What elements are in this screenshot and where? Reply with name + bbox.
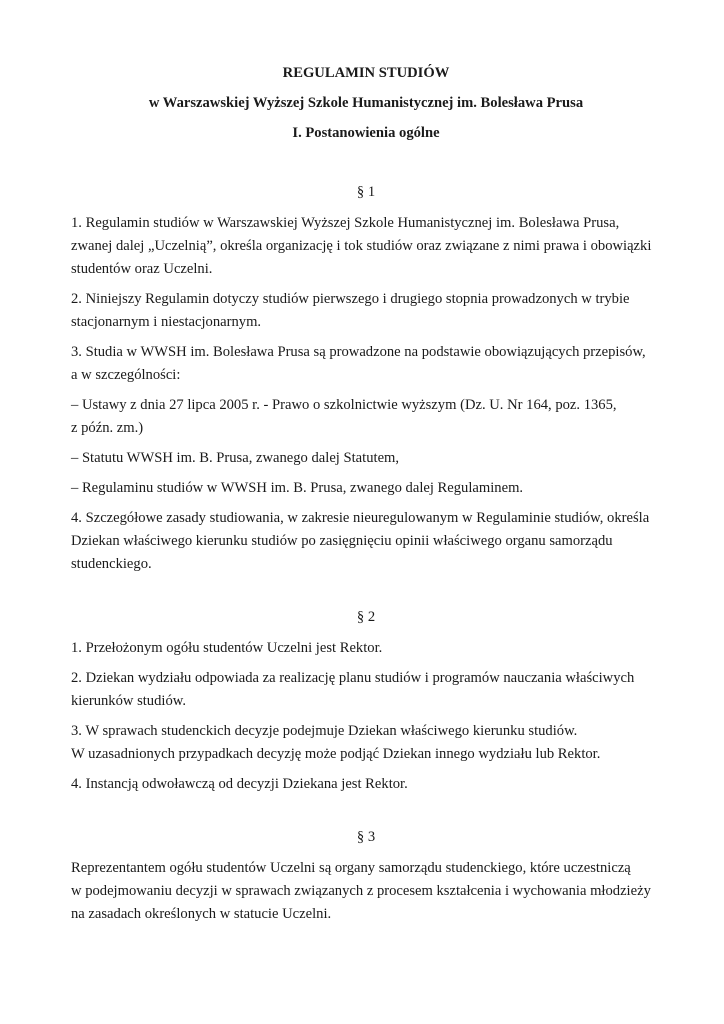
sections-container	[71, 181, 661, 926]
paragraph-line: studenckiego.	[71, 556, 152, 572]
paragraph	[71, 857, 661, 926]
paragraph-line: Reprezentantem ogółu studentów Uczelni są organy samorządu studenckiego, które uczestniczą	[71, 860, 631, 876]
chapter-heading: I. Postanowienia ogólne	[292, 125, 440, 141]
paragraph-line: a w szczególności:	[71, 367, 181, 383]
paragraph-line: zwanej dalej „Uczelnią”, określa organizację i tok studiów oraz związane z nimi prawa i obowiązki	[71, 238, 652, 254]
paragraph-line: Dziekan właściwego kierunku studiów po zasięgnięciu opinii właściwego organu samorządu	[71, 533, 613, 549]
paragraph-line: 3. Studia w WWSH im. Bolesława Prusa są prowadzone na podstawie obowiązujących przepisów,	[71, 344, 646, 360]
paragraph	[71, 394, 661, 440]
paragraph	[71, 341, 661, 387]
paragraph-line: – Regulaminu studiów w WWSH im. B. Prusa, zwanego dalej Regulaminem.	[71, 480, 524, 496]
document-page	[71, 62, 661, 926]
paragraph-line: 4. Szczegółowe zasady studiowania, w zakresie nieuregulowanym w Regulaminie studiów, określa	[71, 510, 650, 526]
paragraph	[71, 637, 661, 660]
paragraph-line: 4. Instancją odwoławczą od decyzji Dziekana jest Rektor.	[71, 776, 408, 792]
paragraph-line: 1. Przełożonym ogółu studentów Uczelni jest Rektor.	[71, 640, 383, 656]
paragraph-line: 1. Regulamin studiów w Warszawskiej Wyższej Szkole Humanistycznej im. Bolesława Prusa,	[71, 215, 620, 231]
paragraph	[71, 288, 661, 334]
paragraph-line: W uzasadnionych przypadkach decyzję może podjąć Dziekan innego wydziału lub Rektor.	[71, 746, 601, 762]
section-mark: § 3	[356, 829, 376, 845]
paragraph-line: stacjonarnym i niestacjonarnym.	[71, 314, 262, 330]
paragraph	[71, 447, 661, 470]
paragraph-line: kierunków studiów.	[71, 693, 186, 709]
paragraph-line: w podejmowaniu decyzji w sprawach związanych z procesem kształcenia i wychowania młodzieży	[71, 883, 651, 899]
paragraph	[71, 773, 661, 796]
document-subtitle: w Warszawskiej Wyższej Szkole Humanistycznej im. Bolesława Prusa	[148, 95, 584, 111]
paragraph	[71, 720, 661, 766]
paragraph-line: na zasadach określonych w statucie Uczelni.	[71, 906, 332, 922]
paragraph	[71, 477, 661, 500]
paragraph	[71, 212, 661, 281]
paragraph	[71, 667, 661, 713]
paragraph-line: – Ustawy z dnia 27 lipca 2005 r. - Prawo o szkolnictwie wyższym (Dz. U. Nr 164, poz. 1365,	[71, 397, 617, 413]
paragraph-line: 2. Niniejszy Regulamin dotyczy studiów pierwszego i drugiego stopnia prowadzonych w trybie	[71, 291, 630, 307]
paragraph-line: z późn. zm.)	[71, 420, 144, 436]
paragraph-line: 2. Dziekan wydziału odpowiada za realizację planu studiów i programów nauczania właściwych	[71, 670, 635, 686]
paragraph-line: – Statutu WWSH im. B. Prusa, zwanego dalej Statutem,	[71, 450, 400, 466]
paragraph	[71, 507, 661, 576]
document-title: REGULAMIN STUDIÓW	[282, 65, 450, 81]
section-mark: § 2	[356, 609, 376, 625]
paragraph-line: 3. W sprawach studenckich decyzje podejmuje Dziekan właściwego kierunku studiów.	[71, 723, 578, 739]
section-mark: § 1	[356, 184, 376, 200]
paragraph-line: studentów oraz Uczelni.	[71, 261, 213, 277]
